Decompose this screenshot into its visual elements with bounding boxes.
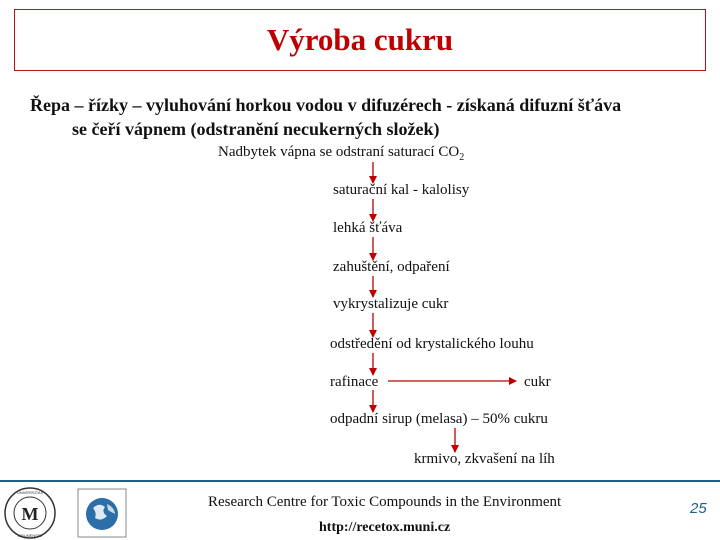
step-sugar: cukr [524,374,551,390]
step-molasses: odpadní sirup (melasa) – 50% cukru [330,411,548,427]
saturation-text: Nadbytek vápna se odstraní saturací $CO_2$ [218,144,465,163]
svg-text:BRUNENSIS: BRUNENSIS [18,533,42,538]
recetox-globe-logo [77,488,127,538]
svg-text:M: M [21,504,39,524]
footer-institution: Research Centre for Toxic Compounds in the Environment [208,494,562,510]
step-saturation-sludge: saturační kal - kalolisy [333,182,470,198]
step-centrifugation: odstředění od krystalického louhu [330,336,534,352]
intro-line-2: se čeří vápnem (odstranění necukerných složek) [72,119,440,139]
university-seal-logo [2,486,58,540]
step-crystallization: vykrystalizuje cukr [333,296,449,312]
svg-text:UNIVERSITAS: UNIVERSITAS [16,490,44,495]
step-concentration: zahuštění, odpaření [333,259,450,275]
page-number: 25 [690,500,707,517]
step-refining: rafinace [330,374,379,390]
footer-divider [0,480,720,482]
footer-url-link[interactable]: http://recetox.muni.cz [319,520,451,535]
step-light-juice: lehká šťáva [333,220,403,236]
step-feed-fermentation: krmivo, zkvašení na líh [414,451,555,467]
slide-title: Výroba cukru [266,22,454,57]
intro-line-1: Řepa – řízky – vyluhování horkou vodou v difuzérech - získaná difuzní šťáva [30,95,622,115]
